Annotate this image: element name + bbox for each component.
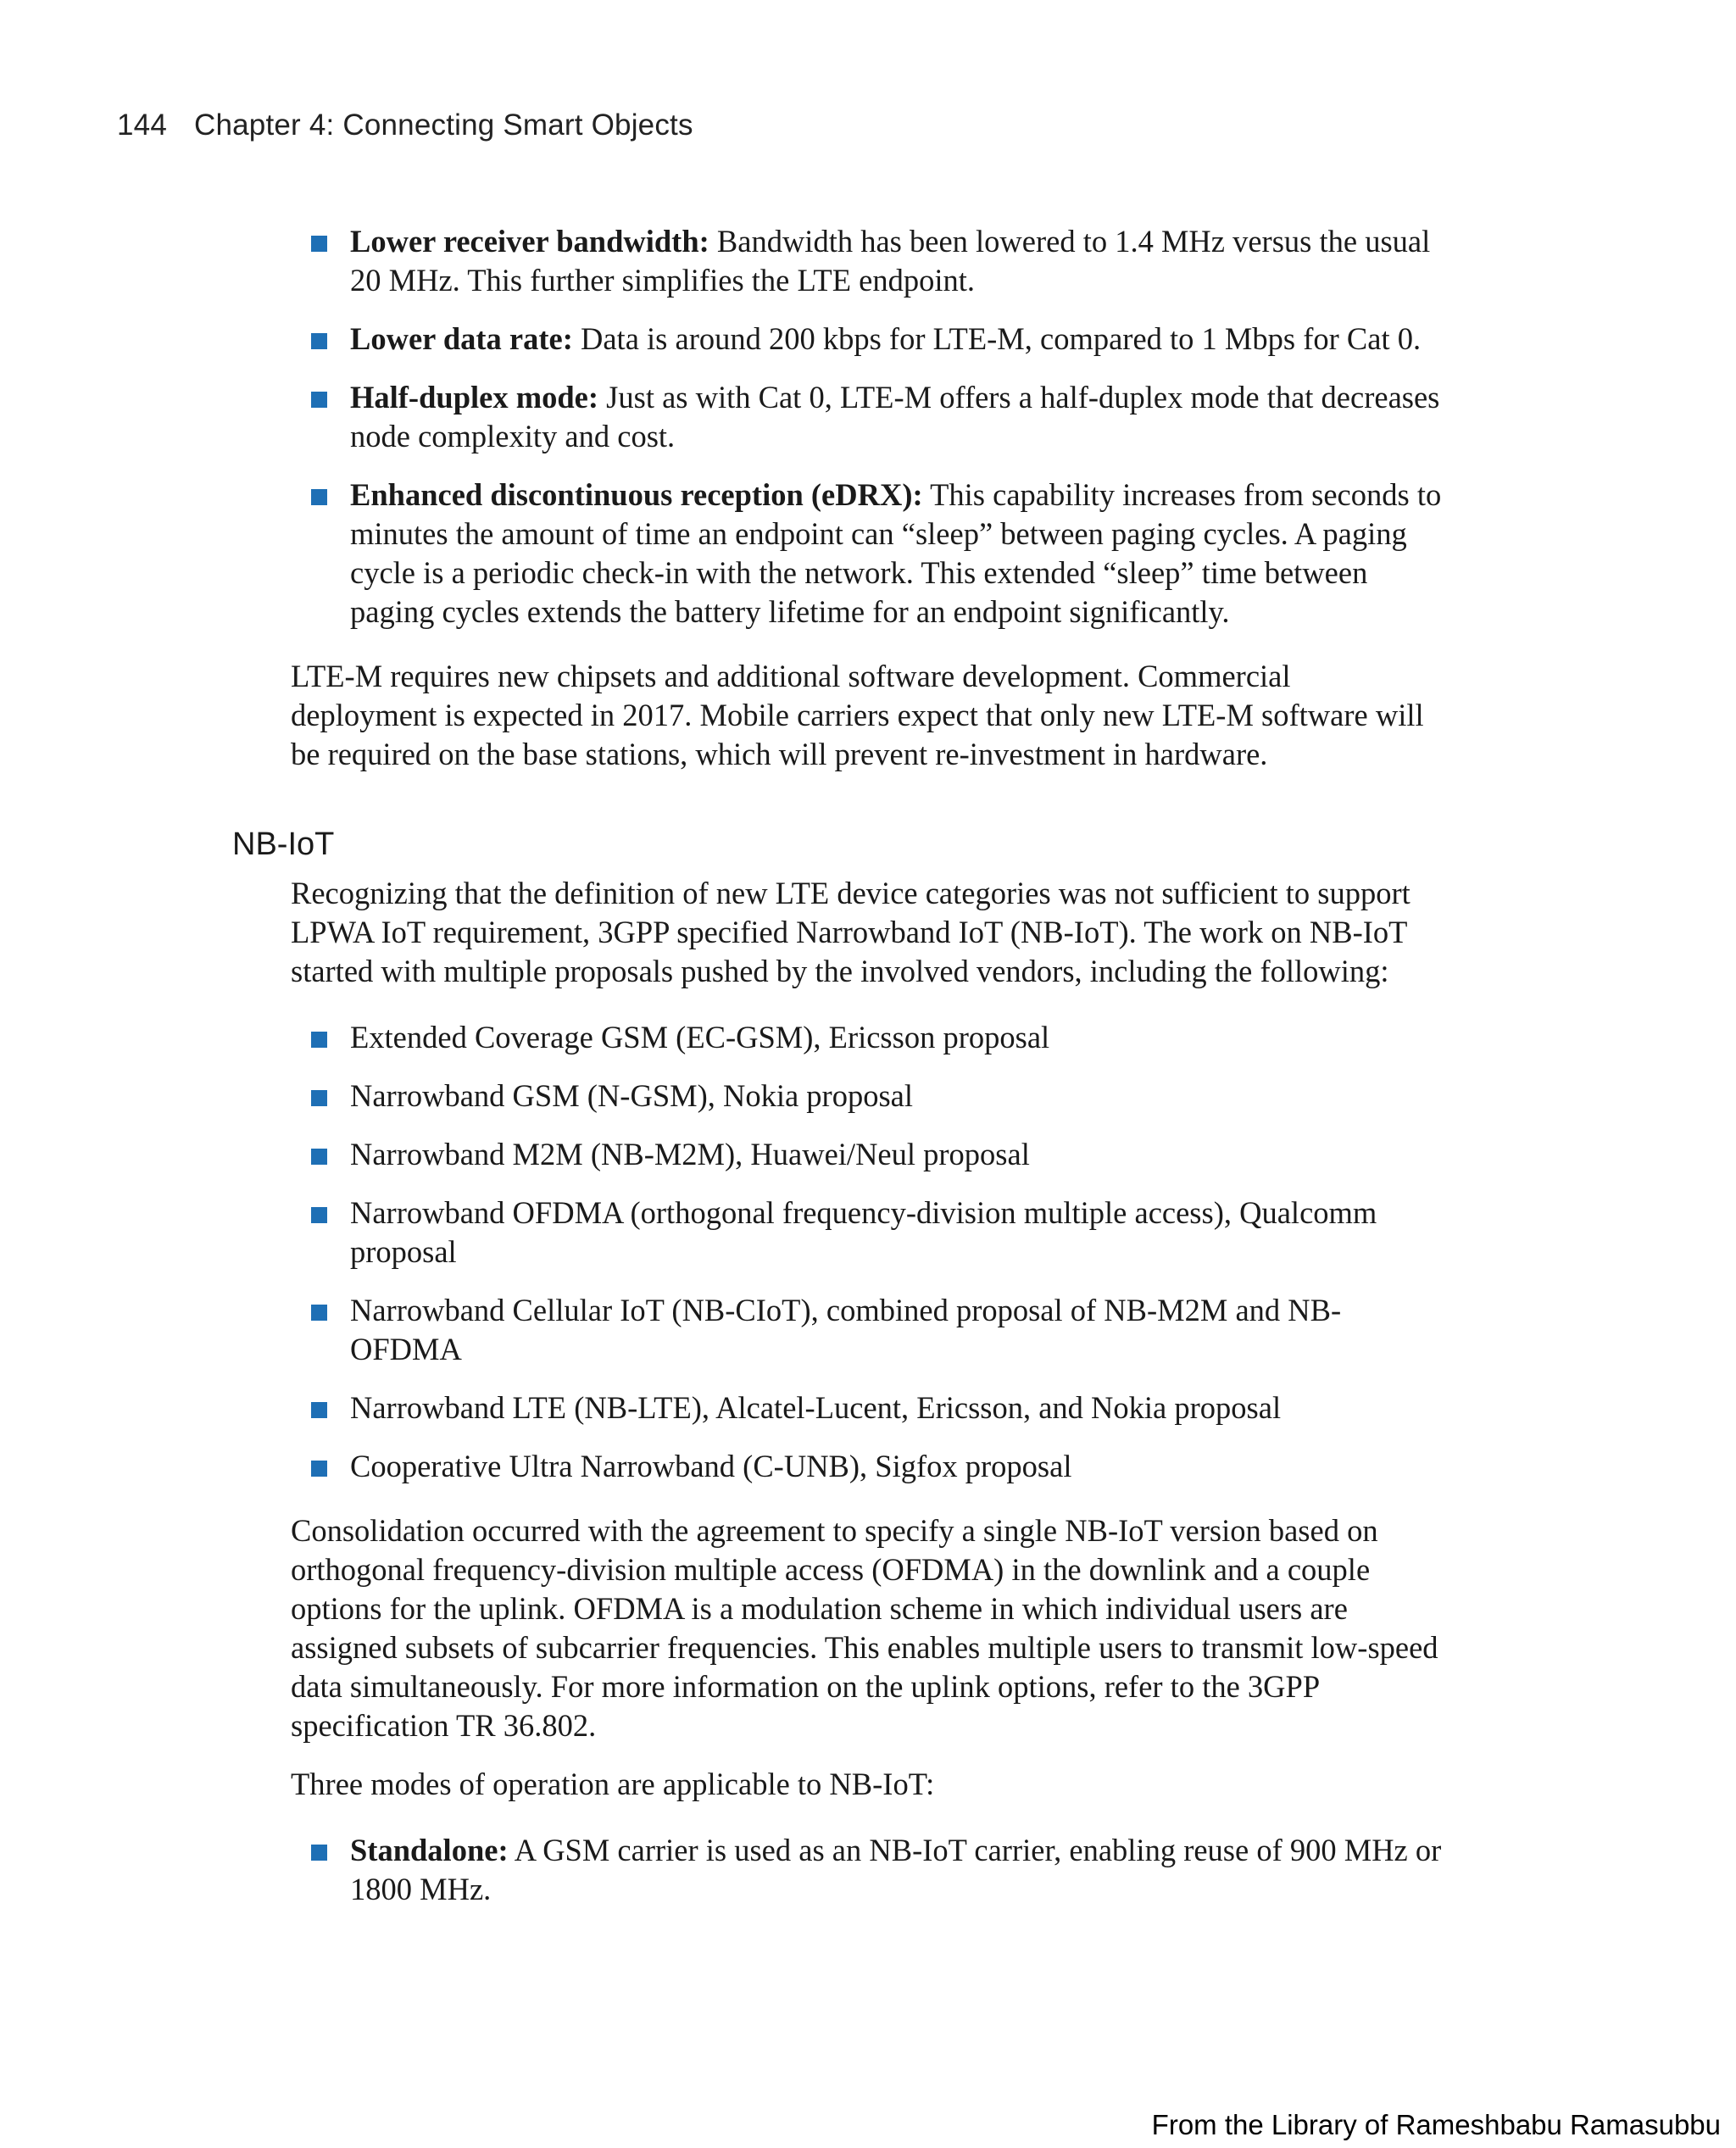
list-item [291, 1018, 1444, 1057]
library-credit: From the Library of Rameshbabu Ramasubbu [1151, 2109, 1721, 2140]
term: Enhanced discontinuous reception (eDRX): [350, 477, 923, 512]
bullet-square-icon [311, 1402, 327, 1418]
term: Lower data rate: [350, 321, 573, 356]
list-item [291, 320, 1444, 359]
modes-intro-paragraph: Three modes of operation are applicable to NB-IoT: [291, 1767, 935, 1801]
proposal-text: Narrowband M2M (NB-M2M), Huawei/Neul proposal [350, 1137, 1030, 1171]
bullet-square-icon [311, 489, 327, 505]
chapter-title: Chapter 4: Connecting Smart Objects [194, 109, 693, 142]
page-number: 144 [117, 109, 167, 142]
list-item [291, 1135, 1444, 1174]
proposal-text: Cooperative Ultra Narrowband (C-UNB), Sigfox proposal [350, 1449, 1072, 1483]
section-heading: NB-IoT [232, 826, 335, 862]
list-item [291, 1291, 1444, 1369]
bullet-square-icon [311, 1090, 327, 1106]
description: Data is around 200 kbps for LTE-M, compared to 1 Mbps for Cat 0. [572, 321, 1422, 356]
list-item [291, 1447, 1444, 1486]
term: Standalone: [350, 1833, 509, 1867]
proposal-text: Narrowband OFDMA (orthogonal frequency-division multiple access), Qualcomm proposal [350, 1195, 1377, 1269]
lte-m-feature-list [291, 222, 1444, 632]
running-header [117, 109, 693, 142]
description: A GSM carrier is used as an NB-IoT carrier, enabling reuse of 900 MHz or 1800 MHz. [350, 1833, 1442, 1906]
proposal-text: Narrowband Cellular IoT (NB-CIoT), combined proposal of NB-M2M and NB-OFDMA [350, 1293, 1342, 1366]
lte-m-summary-paragraph: LTE-M requires new chipsets and additional software development. Commercial deployment is expected in 2017. Mobile carriers expect that only new LTE-M software will be required on the base stations, which will prevent re-investment in hardware. [291, 659, 1424, 771]
proposal-text: Narrowband LTE (NB-LTE), Alcatel-Lucent, Ericsson, and Nokia proposal [350, 1390, 1282, 1425]
description: This capability increases from seconds to minutes the amount of time an endpoint can “sleep” between paging cycles. A paging cycle is a periodic check-in with the network. This extended “sleep” time between paging cycles extends the battery lifetime for an endpoint significantly. [350, 477, 1442, 629]
proposal-text: Extended Coverage GSM (EC-GSM), Ericsson proposal [350, 1020, 1050, 1055]
description: Bandwidth has been lowered to 1.4 MHz versus the usual 20 MHz. This further simplifies the LTE endpoint. [350, 224, 1431, 298]
bullet-square-icon [311, 1461, 327, 1477]
list-item [291, 1077, 1444, 1116]
proposal-text: Narrowband GSM (N-GSM), Nokia proposal [350, 1078, 914, 1113]
list-item [291, 378, 1444, 456]
bullet-square-icon [311, 1207, 327, 1223]
consolidation-paragraph: Consolidation occurred with the agreement to specify a single NB-IoT version based on orthogonal frequency-division multiple access (OFDMA) in the downlink and a couple options for the uplink. OFDMA is a modulation scheme in which individual users are assigned subsets of subcarrier frequencies. This enables multiple users to transmit low-speed data simultaneously. For more information on the uplink options, refer to the 3GPP specification TR 36.802. [291, 1513, 1438, 1743]
list-item [291, 1388, 1444, 1427]
term: Lower receiver bandwidth: [350, 224, 709, 259]
bullet-square-icon [311, 236, 327, 252]
nb-iot-proposal-list [291, 1018, 1444, 1486]
bullet-square-icon [311, 1305, 327, 1321]
list-item [291, 1194, 1444, 1272]
nb-iot-modes-list [291, 1831, 1444, 1909]
description: Just as with Cat 0, LTE-M offers a half-duplex mode that decreases node complexity and cost. [350, 380, 1440, 454]
page-body [232, 222, 1444, 1928]
nb-iot-intro-paragraph: Recognizing that the definition of new LTE device categories was not sufficient to support LPWA IoT requirement, 3GPP specified Narrowband IoT (NB-IoT). The work on NB-IoT started with multiple proposals pushed by the involved vendors, including the following: [291, 876, 1410, 988]
bullet-square-icon [311, 1149, 327, 1165]
list-item [291, 1831, 1444, 1909]
term: Half-duplex mode: [350, 380, 599, 415]
bullet-square-icon [311, 1845, 327, 1861]
bullet-square-icon [311, 1032, 327, 1048]
bullet-square-icon [311, 392, 327, 408]
list-item [291, 222, 1444, 300]
bullet-square-icon [311, 333, 327, 349]
list-item [291, 476, 1444, 632]
